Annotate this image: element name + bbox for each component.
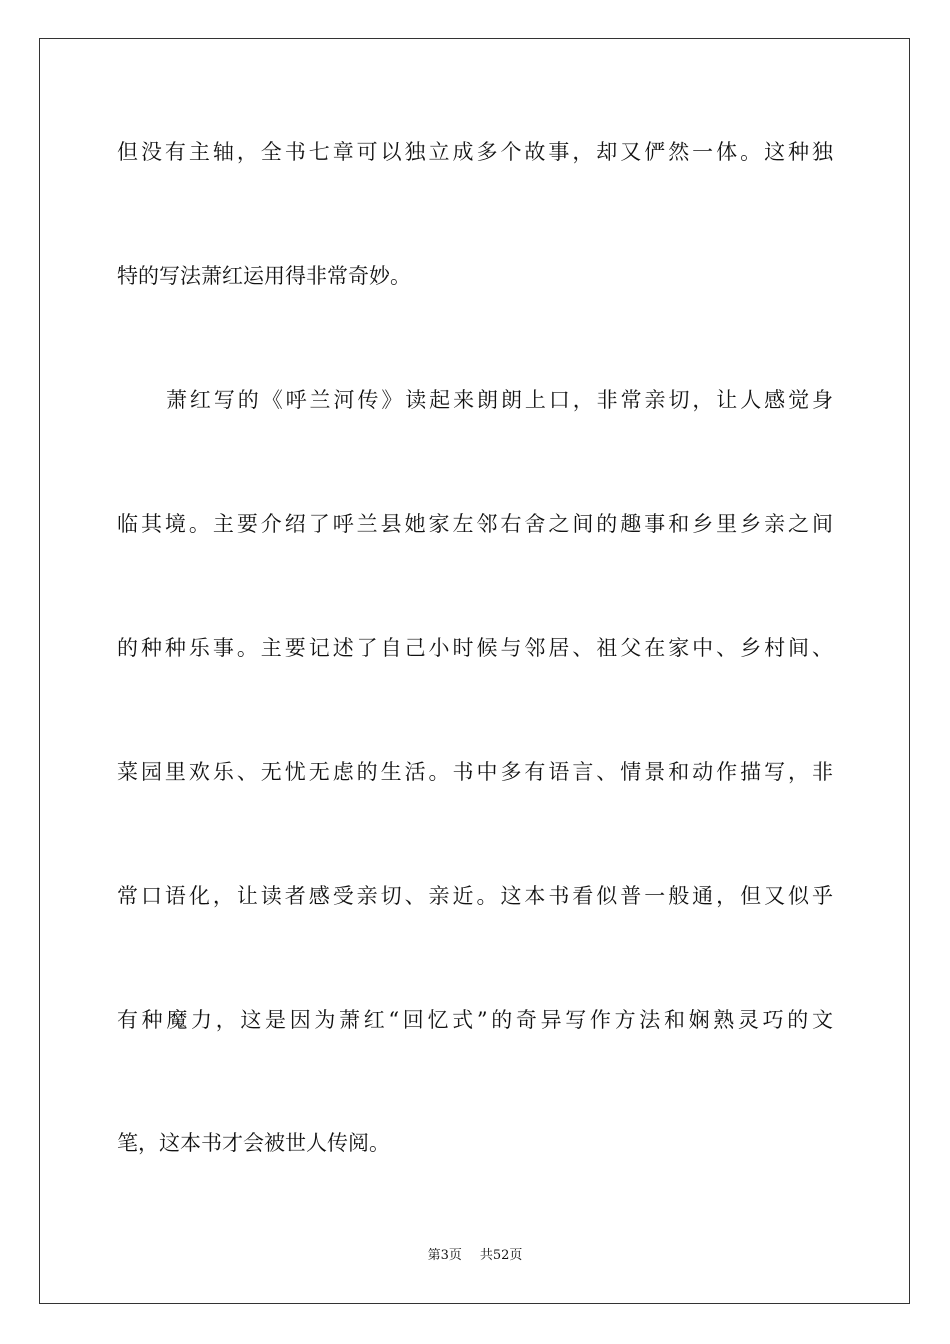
text-line: 常口语化，让读者感受亲切、亲近。这本书看似普一般通，但又似乎 bbox=[117, 884, 833, 908]
text-line: 萧红写的《呼兰河传》读起来朗朗上口，非常亲切，让人感觉身 bbox=[166, 388, 833, 412]
page-border bbox=[39, 38, 910, 1304]
text-line: 临其境。主要介绍了呼兰县她家左邻右舍之间的趣事和乡里乡亲之间 bbox=[117, 512, 833, 536]
text-line: 的种种乐事。主要记述了自己小时候与邻居、祖父在家中、乡村间、 bbox=[117, 636, 833, 660]
text-line: 有种魔力，这是因为萧红“回忆式”的奇异写作方法和娴熟灵巧的文 bbox=[117, 1008, 833, 1032]
text-line: 特的写法萧红运用得非常奇妙。 bbox=[117, 264, 411, 288]
text-line: 菜园里欢乐、无忧无虑的生活。书中多有语言、情景和动作描写，非 bbox=[117, 760, 833, 784]
page-number: 第3页 bbox=[427, 1248, 462, 1263]
text-line: 笔，这本书才会被世人传阅。 bbox=[117, 1131, 390, 1155]
page-footer bbox=[0, 1247, 950, 1265]
text-line: 但没有主轴，全书七章可以独立成多个故事，却又俨然一体。这种独 bbox=[117, 140, 833, 164]
page-total: 共52页 bbox=[479, 1248, 523, 1263]
